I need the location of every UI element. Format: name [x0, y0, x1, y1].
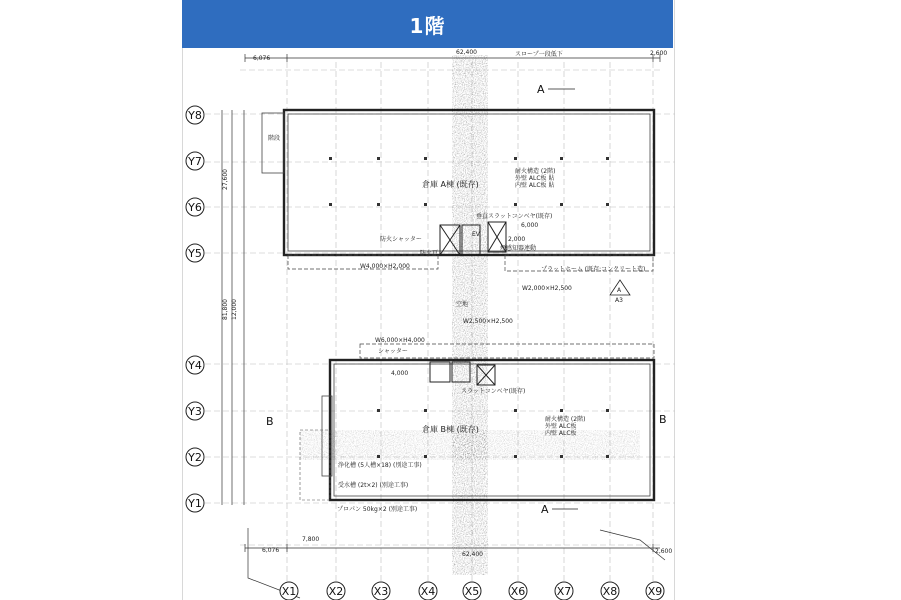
propane-label: プロパン 50kg×2 (別途工事)	[337, 506, 418, 513]
door-size-3: W2,000×H2,500	[522, 285, 572, 292]
grid-label-y7: Y7	[188, 155, 202, 168]
warehouse-b-label: 倉庫 B棟 (既存)	[422, 425, 479, 434]
top-note: スロープ一段低下	[515, 51, 563, 58]
septic-label: 浄化槽 (5人槽×18) (別途工事)	[338, 462, 422, 469]
dim-v-mid: 12,000	[231, 299, 238, 320]
grid-label-y8: Y8	[188, 109, 202, 122]
dim-v-a: 27,600	[222, 169, 229, 190]
floor-title: 1階	[409, 13, 446, 38]
conveyor-a-label: 垂直スラットコンベヤ(既存)	[476, 213, 553, 220]
smoke-door-label: 煙感知器連動	[500, 245, 537, 252]
dim-bottom-total: 62,400	[462, 551, 483, 558]
dim-v-total: 81,800	[222, 299, 229, 320]
warehouse-a-label: 倉庫 A棟 (既存)	[422, 180, 479, 189]
dim-right-top: 2,600	[650, 50, 668, 57]
door-size-1: W2,500×H2,500	[463, 318, 513, 325]
shutter-label: シャッター	[378, 348, 408, 355]
warehouse-a-note-1: 耐火構造 (2階)	[515, 168, 556, 175]
grid-label-x5: X5	[464, 585, 480, 598]
door-size-2: W4,000×H2,000	[360, 263, 410, 270]
grid-label-x4: X4	[420, 585, 436, 598]
dim-right-bottom: 2,600	[655, 548, 673, 555]
grid-label-y3: Y3	[188, 405, 202, 418]
stair-label: 階段	[268, 135, 281, 142]
grid-label-x7: X7	[556, 585, 572, 598]
dimension-lines	[222, 54, 665, 598]
fire-shutter-label: 防火シャッター	[380, 236, 422, 243]
warehouse-b-note-1: 耐火構造 (2階)	[545, 416, 586, 423]
grid-label-y5: Y5	[188, 247, 202, 260]
dim-span-7800: 7,800	[302, 536, 320, 543]
grid-label-x6: X6	[510, 585, 526, 598]
dim-top-total: 62,400	[456, 49, 477, 56]
warehouse-b-note-2: 外壁 ALC板	[545, 423, 577, 430]
grid-label-x8: X8	[602, 585, 618, 598]
warehouse-a-note-2: 外壁 ALC板 貼	[515, 175, 555, 182]
grid-label-y6: Y6	[188, 201, 202, 214]
door-size-4: W6,000×H4,000	[375, 337, 425, 344]
grid-label-y2: Y2	[188, 451, 202, 464]
section-b-right: B	[659, 413, 667, 426]
mark-a: A	[617, 287, 622, 294]
warehouse-b-note-3: 内壁 ALC板	[545, 430, 577, 437]
grid-label-y1: Y1	[188, 497, 202, 510]
section-b-left: B	[266, 415, 274, 428]
section-a-bottom: A	[541, 503, 549, 516]
scan-noise	[300, 55, 640, 575]
water-tank-label: 受水槽 (2t×2) (別途工事)	[338, 482, 409, 489]
conveyor-b-label: スラットコンベヤ(既存)	[461, 388, 526, 395]
dim-span-6000: 6,000	[521, 222, 539, 229]
section-a-top: A	[537, 83, 545, 96]
dim-left-top: 6,076	[253, 55, 271, 62]
grid-label-x2: X2	[328, 585, 344, 598]
open-space-label: 空地	[456, 301, 469, 308]
warehouse-a-note-3: 内壁 ALC板 貼	[515, 182, 555, 189]
dim-span-2000: 2,000	[508, 236, 526, 243]
grid-label-x1: X1	[281, 585, 297, 598]
fire-door-label: 防火戸	[420, 250, 439, 257]
grid-label-x9: X9	[647, 585, 663, 598]
dim-left-bottom: 6,076	[262, 547, 280, 554]
ev-label: EV	[472, 231, 480, 238]
grid-label-x3: X3	[373, 585, 389, 598]
mark-a-sub: A3	[615, 297, 623, 304]
grid-label-y4: Y4	[188, 359, 202, 372]
platform-label: プラットホーム (既存:コンクリート造)	[541, 266, 646, 273]
dim-span-4000: 4,000	[391, 370, 409, 377]
